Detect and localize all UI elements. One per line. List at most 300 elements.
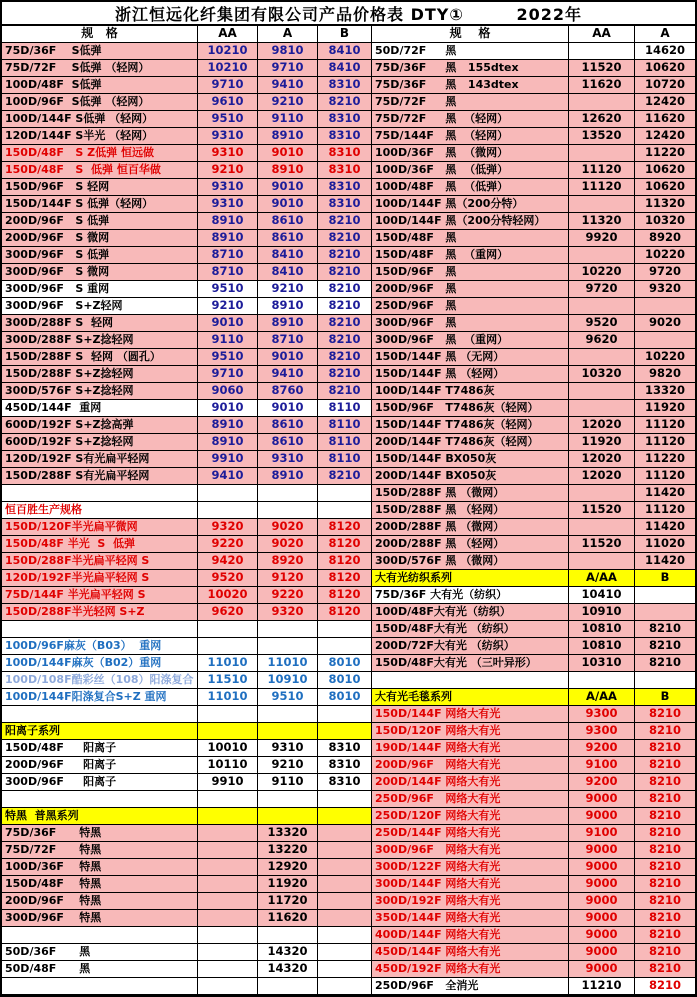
price-cell-aa: 11010 xyxy=(198,689,258,706)
spec-cell: 300D/576F S+Z捻轻网 xyxy=(2,383,198,400)
spec-cell: 250D/120F 网络大有光 xyxy=(372,808,569,825)
table-row xyxy=(372,213,695,230)
price-cell-a: 9110 xyxy=(258,774,318,791)
spec-cell: 150D/120F 网络大有光 xyxy=(372,723,569,740)
price-cell-aa xyxy=(198,842,258,859)
price-cell-aa: 9510 xyxy=(198,281,258,298)
left-price-table xyxy=(2,26,372,995)
price-cell-a: 8210 xyxy=(635,961,695,978)
spec-cell: 150D/144F 黑 （无网） xyxy=(372,349,569,366)
spec-cell: 75D/36F 黑 155dtex xyxy=(372,60,569,77)
price-cell-a xyxy=(635,587,695,604)
price-cell-b xyxy=(318,485,372,502)
spec-cell: 250D/144F 网络大有光 xyxy=(372,825,569,842)
spec-cell: 150D/48F 特黑 xyxy=(2,876,198,893)
price-cell-aa: 11620 xyxy=(569,77,635,94)
page-title: 浙江恒远化纤集团有限公司产品价格表 DTY① 2022年 xyxy=(2,2,695,26)
price-cell-aa: 8710 xyxy=(198,264,258,281)
spec-cell: 150D/288F 黑 （微网） xyxy=(372,485,569,502)
price-cell-aa: 9000 xyxy=(569,842,635,859)
spec-cell: 300D/96F S 低弹 xyxy=(2,247,198,264)
price-cell-aa: 8910 xyxy=(198,417,258,434)
table-row xyxy=(2,43,372,60)
table-row xyxy=(372,791,695,808)
header-cell-b: B xyxy=(318,26,372,43)
price-cell-aa: 10020 xyxy=(198,587,258,604)
price-cell-b: 8120 xyxy=(318,553,372,570)
table-row xyxy=(2,621,372,638)
price-cell-b: 8210 xyxy=(318,247,372,264)
price-cell-a: B xyxy=(635,570,695,587)
price-cell-a: 14620 xyxy=(635,43,695,60)
price-cell-a: 8910 xyxy=(258,162,318,179)
price-cell-a: 11920 xyxy=(258,876,318,893)
price-cell-aa xyxy=(198,791,258,808)
price-cell-aa: 10410 xyxy=(569,587,635,604)
price-cell-aa: 9510 xyxy=(198,349,258,366)
table-row xyxy=(2,978,372,995)
price-cell-a: 8210 xyxy=(635,621,695,638)
price-cell-a: 8210 xyxy=(635,757,695,774)
price-cell-a: 8210 xyxy=(635,927,695,944)
table-row xyxy=(2,451,372,468)
price-cell-b xyxy=(318,706,372,723)
price-cell-b xyxy=(318,927,372,944)
price-cell-b: 8310 xyxy=(318,111,372,128)
price-cell-a: 10320 xyxy=(635,213,695,230)
price-cell-a: 9210 xyxy=(258,281,318,298)
price-cell-a xyxy=(258,485,318,502)
price-cell-aa xyxy=(569,43,635,60)
spec-cell: 100D/144F 黑（200分特轻网） xyxy=(372,213,569,230)
table-row xyxy=(2,128,372,145)
table-row xyxy=(372,264,695,281)
table-row xyxy=(372,145,695,162)
price-cell-aa: 9000 xyxy=(569,944,635,961)
spec-cell: 200D/144F T7486灰（轻网） xyxy=(372,434,569,451)
price-cell-aa: 9510 xyxy=(198,111,258,128)
price-cell-a: 10620 xyxy=(635,179,695,196)
price-cell-a xyxy=(635,332,695,349)
price-cell-b xyxy=(318,859,372,876)
price-cell-aa: 9060 xyxy=(198,383,258,400)
spec-cell: 100D/144F麻灰（B02）重网 xyxy=(2,655,198,672)
price-cell-aa: 12620 xyxy=(569,111,635,128)
price-cell-aa: 10810 xyxy=(569,621,635,638)
price-cell-a: 8210 xyxy=(635,876,695,893)
spec-cell: 600D/192F S+Z捻轻网 xyxy=(2,434,198,451)
table-row xyxy=(372,723,695,740)
price-cell-a: 12420 xyxy=(635,94,695,111)
table-row xyxy=(372,196,695,213)
table-row xyxy=(372,536,695,553)
price-cell-a: 11620 xyxy=(635,111,695,128)
spec-cell: 120D/192F半光扁平轻网 S xyxy=(2,570,198,587)
table-row xyxy=(2,689,372,706)
table-row xyxy=(372,808,695,825)
spec-cell: 400D/144F 网络大有光 xyxy=(372,927,569,944)
price-cell-aa xyxy=(198,485,258,502)
table-row xyxy=(372,774,695,791)
spec-cell: 200D/288F 黑 （轻网） xyxy=(372,536,569,553)
table-row xyxy=(2,332,372,349)
price-cell-b xyxy=(318,961,372,978)
price-cell-aa: 9910 xyxy=(198,451,258,468)
table-row xyxy=(2,519,372,536)
table-row xyxy=(372,757,695,774)
table-row xyxy=(372,383,695,400)
price-cell-aa: 9210 xyxy=(198,298,258,315)
price-cell-aa: 9000 xyxy=(569,927,635,944)
spec-cell: 600D/192F S+Z捻高弹 xyxy=(2,417,198,434)
spec-cell: 190D/144F 网络大有光 xyxy=(372,740,569,757)
price-cell-aa: 12020 xyxy=(569,468,635,485)
price-cell-b: 8010 xyxy=(318,672,372,689)
table-row xyxy=(2,842,372,859)
spec-cell: 100D/144F T7486灰 xyxy=(372,383,569,400)
table-row xyxy=(2,536,372,553)
price-cell-a: 8920 xyxy=(635,230,695,247)
table-row xyxy=(2,740,372,757)
spec-cell: 450D/192F 网络大有光 xyxy=(372,961,569,978)
table-row xyxy=(372,740,695,757)
price-cell-a: 11920 xyxy=(635,400,695,417)
spec-cell: 150D/48F 黑 （重网） xyxy=(372,247,569,264)
price-cell-aa: 10220 xyxy=(569,264,635,281)
price-cell-b: 8110 xyxy=(318,417,372,434)
price-cell-a: 8410 xyxy=(258,247,318,264)
price-cell-a: 8910 xyxy=(258,315,318,332)
price-cell-aa: A/AA xyxy=(569,689,635,706)
price-cell-a: 11720 xyxy=(258,893,318,910)
price-cell-b: 8410 xyxy=(318,43,372,60)
price-cell-aa: 11510 xyxy=(198,672,258,689)
price-cell-aa xyxy=(198,910,258,927)
table-row xyxy=(372,434,695,451)
header-cell-a: A xyxy=(635,26,695,43)
spec-cell: 150D/48F 半光 S 低弹 xyxy=(2,536,198,553)
price-cell-a: 9020 xyxy=(258,519,318,536)
spec-cell: 300D/96F 特黑 xyxy=(2,910,198,927)
price-cell-a: 9220 xyxy=(258,587,318,604)
price-cell-aa: 9210 xyxy=(198,162,258,179)
table-row xyxy=(372,944,695,961)
spec-cell: 150D/120F半光扁平微网 xyxy=(2,519,198,536)
price-cell-aa: 9620 xyxy=(569,332,635,349)
table-row xyxy=(372,570,695,587)
price-cell-aa: 9310 xyxy=(198,128,258,145)
price-cell-b xyxy=(318,842,372,859)
table-row xyxy=(2,570,372,587)
price-cell-aa xyxy=(569,196,635,213)
table-row xyxy=(2,264,372,281)
price-cell-a: 9010 xyxy=(258,400,318,417)
table-row xyxy=(2,655,372,672)
table-row xyxy=(372,910,695,927)
table-row xyxy=(2,247,372,264)
spec-cell: 大有光纺织系列 xyxy=(372,570,569,587)
spec-cell: 300D/96F 黑 （重网） xyxy=(372,332,569,349)
table-row xyxy=(372,978,695,995)
price-cell-aa: 9720 xyxy=(569,281,635,298)
price-cell-a: 8920 xyxy=(258,553,318,570)
price-cell-aa xyxy=(198,944,258,961)
spec-cell: 120D/192F S有光扁平轻网 xyxy=(2,451,198,468)
table-row xyxy=(372,604,695,621)
price-cell-aa: 11520 xyxy=(569,536,635,553)
price-cell-a: 12920 xyxy=(258,859,318,876)
price-cell-a: 9210 xyxy=(258,94,318,111)
spec-cell: 120D/144F S半光 （轻网） xyxy=(2,128,198,145)
price-cell-a xyxy=(258,706,318,723)
spec-cell: 大有光毛毯系列 xyxy=(372,689,569,706)
price-cell-aa: 11120 xyxy=(569,162,635,179)
spec-cell: 350D/144F 网络大有光 xyxy=(372,910,569,927)
table-row xyxy=(372,298,695,315)
price-cell-b xyxy=(318,621,372,638)
price-cell-aa: 9620 xyxy=(198,604,258,621)
header-cell-spec: 规 格 xyxy=(2,26,198,43)
table-row xyxy=(2,910,372,927)
price-cell-b xyxy=(318,808,372,825)
price-cell-b: 8110 xyxy=(318,451,372,468)
price-cell-aa: 11010 xyxy=(198,655,258,672)
table-row xyxy=(2,757,372,774)
price-cell-a: 8210 xyxy=(635,893,695,910)
price-cell-a: 11220 xyxy=(635,451,695,468)
price-cell-a xyxy=(258,502,318,519)
spec-cell: 200D/96F 网络大有光 xyxy=(372,757,569,774)
price-cell-b: 8310 xyxy=(318,179,372,196)
table-row xyxy=(2,298,372,315)
table-row xyxy=(372,468,695,485)
price-cell-aa: 9300 xyxy=(569,706,635,723)
table-row xyxy=(372,60,695,77)
table-row xyxy=(2,383,372,400)
table-row xyxy=(2,859,372,876)
price-cell-a: 11120 xyxy=(635,502,695,519)
price-cell-a: 9020 xyxy=(258,536,318,553)
table-row xyxy=(2,723,372,740)
spec-cell: 300D/96F S 重网 xyxy=(2,281,198,298)
price-cell-b: 8120 xyxy=(318,604,372,621)
price-cell-aa: 9000 xyxy=(569,961,635,978)
table-row xyxy=(372,77,695,94)
price-cell-a xyxy=(635,604,695,621)
price-cell-a: 8210 xyxy=(635,638,695,655)
price-cell-a: 9020 xyxy=(635,315,695,332)
price-cell-b xyxy=(318,978,372,995)
price-cell-b: 8120 xyxy=(318,587,372,604)
price-cell-aa xyxy=(198,893,258,910)
spec-cell: 200D/96F S 低弹 xyxy=(2,213,198,230)
table-row xyxy=(2,179,372,196)
spec-cell: 300D/96F S 微网 xyxy=(2,264,198,281)
price-cell-aa: 11920 xyxy=(569,434,635,451)
price-cell-a: 8210 xyxy=(635,655,695,672)
price-cell-aa xyxy=(198,706,258,723)
price-cell-aa: 13520 xyxy=(569,128,635,145)
price-cell-aa: 9320 xyxy=(198,519,258,536)
price-cell-aa xyxy=(198,621,258,638)
price-cell-a: 9710 xyxy=(258,60,318,77)
price-cell-a: 9110 xyxy=(258,111,318,128)
spec-cell: 75D/72F 特黑 xyxy=(2,842,198,859)
spec-cell: 300D/576F 黑 （微网） xyxy=(372,553,569,570)
spec-cell xyxy=(2,978,198,995)
table-row xyxy=(2,111,372,128)
spec-cell: 50D/36F 黑 xyxy=(2,944,198,961)
price-cell-a: 9320 xyxy=(635,281,695,298)
spec-cell: 300D/96F 黑 xyxy=(372,315,569,332)
price-cell-b xyxy=(318,825,372,842)
price-cell-aa: 10210 xyxy=(198,60,258,77)
table-row xyxy=(2,791,372,808)
price-cell-b: 8310 xyxy=(318,162,372,179)
price-cell-a: 11120 xyxy=(635,434,695,451)
spec-cell: 75D/72F S低弹 （轻网） xyxy=(2,60,198,77)
table-row xyxy=(372,876,695,893)
spec-cell xyxy=(2,706,198,723)
header-cell-aa: AA xyxy=(198,26,258,43)
price-cell-aa xyxy=(198,978,258,995)
price-cell-aa xyxy=(569,672,635,689)
spec-cell: 阳离子系列 xyxy=(2,723,198,740)
price-cell-a: 8210 xyxy=(635,859,695,876)
table-row xyxy=(2,468,372,485)
price-cell-aa: 10320 xyxy=(569,366,635,383)
price-cell-aa xyxy=(569,553,635,570)
price-cell-a: 9010 xyxy=(258,145,318,162)
table-row xyxy=(2,434,372,451)
spec-cell: 200D/144F 网络大有光 xyxy=(372,774,569,791)
table-row xyxy=(2,366,372,383)
price-cell-a xyxy=(635,298,695,315)
price-cell-a xyxy=(258,621,318,638)
price-cell-aa: 9200 xyxy=(569,774,635,791)
price-cell-a: 10620 xyxy=(635,162,695,179)
table-row xyxy=(372,825,695,842)
price-cell-aa: 9110 xyxy=(198,332,258,349)
price-cell-a: 13320 xyxy=(635,383,695,400)
price-cell-aa: 9420 xyxy=(198,553,258,570)
price-cell-a: 10620 xyxy=(635,60,695,77)
table-row xyxy=(372,927,695,944)
spec-cell: 150D/96F 黑 xyxy=(372,264,569,281)
price-cell-a: 8610 xyxy=(258,213,318,230)
price-cell-aa xyxy=(198,859,258,876)
price-cell-a: 9510 xyxy=(258,689,318,706)
spec-cell: 300D/288F S 轻网 xyxy=(2,315,198,332)
price-cell-a: 10720 xyxy=(635,77,695,94)
spec-cell: 50D/48F 黑 xyxy=(2,961,198,978)
spec-cell xyxy=(2,791,198,808)
price-cell-b xyxy=(318,502,372,519)
price-cell-a: 9010 xyxy=(258,349,318,366)
price-cell-aa: 12020 xyxy=(569,417,635,434)
spec-cell: 200D/96F 特黑 xyxy=(2,893,198,910)
table-row xyxy=(372,587,695,604)
price-cell-b: 8210 xyxy=(318,468,372,485)
price-cell-a: 9010 xyxy=(258,196,318,213)
price-cell-aa: 8910 xyxy=(198,434,258,451)
price-cell-a: 8610 xyxy=(258,417,318,434)
price-cell-a: 9010 xyxy=(258,179,318,196)
spec-cell: 150D/288F S有光扁平轻网 xyxy=(2,468,198,485)
price-cell-aa: 10810 xyxy=(569,638,635,655)
header-row xyxy=(372,26,695,43)
spec-cell: 250D/96F 网络大有光 xyxy=(372,791,569,808)
price-cell-b: 8110 xyxy=(318,434,372,451)
spec-cell: 特黑 普黑系列 xyxy=(2,808,198,825)
table-row xyxy=(2,604,372,621)
price-cell-aa: 10210 xyxy=(198,43,258,60)
price-cell-aa: 11320 xyxy=(569,213,635,230)
price-cell-b: 8210 xyxy=(318,230,372,247)
price-cell-aa: 9910 xyxy=(198,774,258,791)
price-cell-aa xyxy=(569,247,635,264)
table-row xyxy=(2,230,372,247)
price-cell-a: 9820 xyxy=(635,366,695,383)
price-cell-a: 8210 xyxy=(635,791,695,808)
table-row xyxy=(372,655,695,672)
price-cell-aa: 10310 xyxy=(569,655,635,672)
price-cell-aa: 9310 xyxy=(198,179,258,196)
spec-cell: 150D/144F S 低弹（轻网） xyxy=(2,196,198,213)
price-cell-aa: 9520 xyxy=(569,315,635,332)
price-cell-b: 8210 xyxy=(318,94,372,111)
table-row xyxy=(372,417,695,434)
price-cell-a xyxy=(258,927,318,944)
table-row xyxy=(2,349,372,366)
table-row xyxy=(372,247,695,264)
header-cell-a: A xyxy=(258,26,318,43)
price-cell-a: 11420 xyxy=(635,519,695,536)
table-row xyxy=(372,281,695,298)
spec-cell xyxy=(2,485,198,502)
spec-cell: 100D/96F麻灰（B03） 重网 xyxy=(2,638,198,655)
price-cell-b xyxy=(318,791,372,808)
price-cell-a: 10220 xyxy=(635,349,695,366)
price-cell-a: 8210 xyxy=(635,910,695,927)
price-cell-aa xyxy=(198,723,258,740)
price-cell-a: 8210 xyxy=(635,706,695,723)
price-cell-a: 8610 xyxy=(258,434,318,451)
price-cell-b: 8110 xyxy=(318,400,372,417)
price-cell-aa: 9310 xyxy=(198,196,258,213)
table-row xyxy=(2,400,372,417)
table-row xyxy=(2,706,372,723)
table-row xyxy=(2,944,372,961)
spec-cell: 100D/48F大有光（纺织） xyxy=(372,604,569,621)
spec-cell: 150D/48F大有光 （纺织） xyxy=(372,621,569,638)
price-cell-aa: 11120 xyxy=(569,179,635,196)
spec-cell: 150D/48F大有光 （三叶异形） xyxy=(372,655,569,672)
table-row xyxy=(2,77,372,94)
table-row xyxy=(372,689,695,706)
price-cell-b: 8210 xyxy=(318,264,372,281)
header-cell-spec: 规 格 xyxy=(372,26,569,43)
right-price-table xyxy=(372,26,695,995)
price-cell-aa: 11210 xyxy=(569,978,635,995)
price-cell-aa: 12020 xyxy=(569,451,635,468)
spec-cell: 100D/36F 特黑 xyxy=(2,859,198,876)
price-cell-b: 8410 xyxy=(318,60,372,77)
spec-cell: 200D/288F 黑 （微网） xyxy=(372,519,569,536)
table-row xyxy=(2,672,372,689)
spec-cell: 200D/96F 阳离子 xyxy=(2,757,198,774)
spec-cell: 300D/96F S+Z轻网 xyxy=(2,298,198,315)
